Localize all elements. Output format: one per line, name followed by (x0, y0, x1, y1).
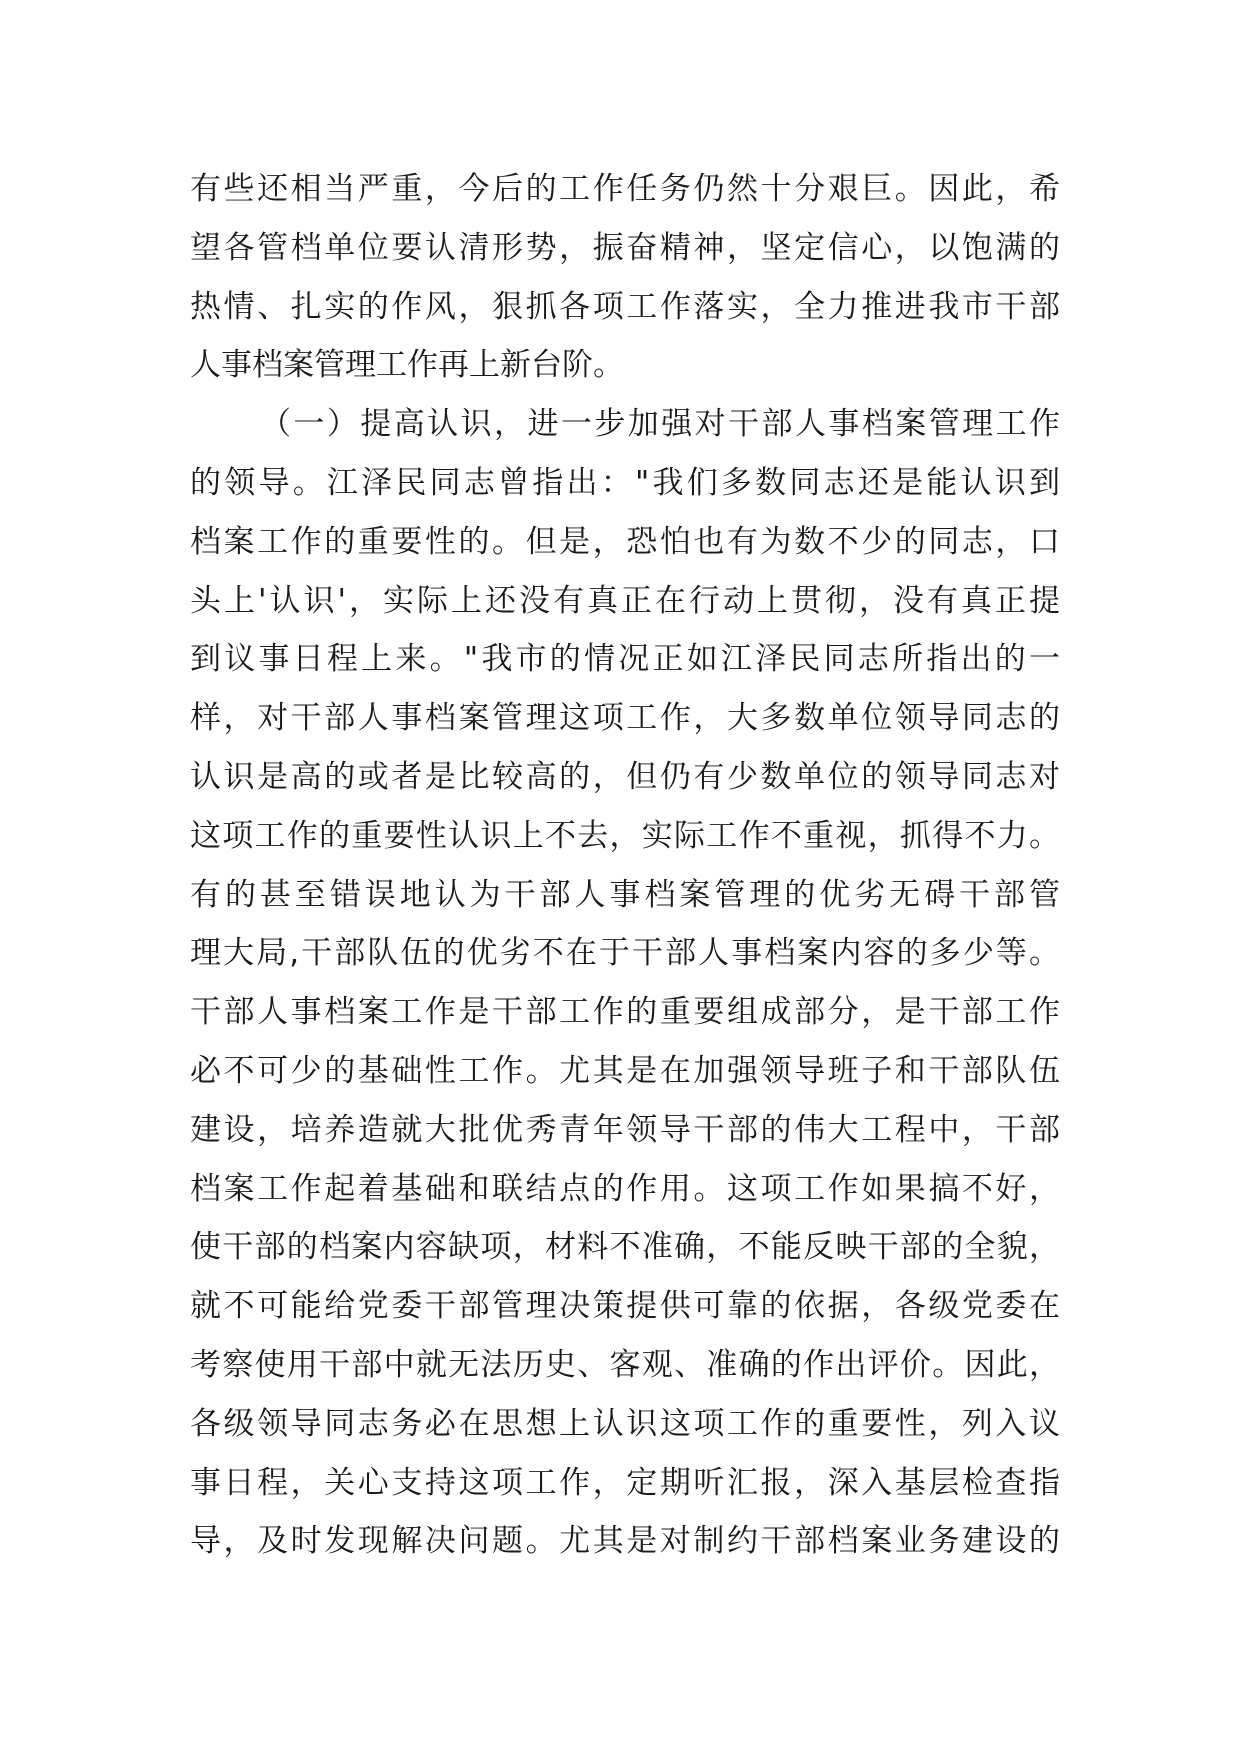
text-line: 望各管档单位要认清形势，振奋精神，坚定信心，以饱满的 (190, 229, 1060, 266)
text-line: 人事档案管理工作再上新台阶。 (190, 347, 624, 384)
paragraph-2 (190, 395, 1060, 1571)
text-line: 导，及时发现解决问题。尤其是对制约干部档案业务建设的 (190, 1523, 1060, 1560)
text-line: 这项工作的重要性认识上不去，实际工作不重视，抓得不力。 (190, 817, 1060, 854)
text-line: 档案工作起着基础和联结点的作用。这项工作如果搞不好， (190, 1170, 1060, 1207)
text-line: 干部人事档案工作是干部工作的重要组成部分，是干部工作 (190, 994, 1060, 1031)
text-line: 有的甚至错误地认为干部人事档案管理的优劣无碍干部管 (190, 876, 1060, 913)
text-line: 理大局,干部队伍的优劣不在于干部人事档案内容的多少等。 (190, 935, 1060, 972)
section-heading-line: （一）提高认识，进一步加强对干部人事档案管理工作 (260, 406, 1060, 443)
body-text (190, 160, 1060, 1571)
text-line: 样，对干部人事档案管理这项工作，大多数单位领导同志的 (190, 700, 1060, 737)
text-line: 考察使用干部中就无法历史、客观、准确的作出评价。因此， (190, 1346, 1060, 1383)
paragraph-1 (190, 160, 1060, 395)
text-line: 必不可少的基础性工作。尤其是在加强领导班子和干部队伍 (190, 1052, 1060, 1089)
text-line: 事日程，关心支持这项工作，定期听汇报，深入基层检查指 (190, 1464, 1060, 1501)
text-line: 热情、扎实的作风，狠抓各项工作落实，全力推进我市干部 (190, 288, 1060, 325)
text-line: 的领导。江泽民同志曾指出："我们多数同志还是能认识到 (190, 464, 1060, 501)
text-line: 建设，培养造就大批优秀青年领导干部的伟大工程中，干部 (190, 1111, 1060, 1148)
text-line: 各级领导同志务必在思想上认识这项工作的重要性，列入议 (190, 1405, 1060, 1442)
text-line: 使干部的档案内容缺项，材料不准确，不能反映干部的全貌， (190, 1229, 1060, 1266)
text-line: 有些还相当严重，今后的工作任务仍然十分艰巨。因此，希 (190, 171, 1060, 207)
text-line: 到议事日程上来。"我市的情况正如江泽民同志所指出的一 (190, 641, 1060, 678)
text-line: 头上'认识'，实际上还没有真正在行动上贯彻，没有真正提 (190, 582, 1060, 619)
text-line: 档案工作的重要性的。但是，恐怕也有为数不少的同志，口 (190, 523, 1060, 560)
text-line: 就不可能给党委干部管理决策提供可靠的依据，各级党委在 (190, 1288, 1060, 1325)
text-line: 认识是高的或者是比较高的，但仍有少数单位的领导同志对 (190, 758, 1060, 795)
